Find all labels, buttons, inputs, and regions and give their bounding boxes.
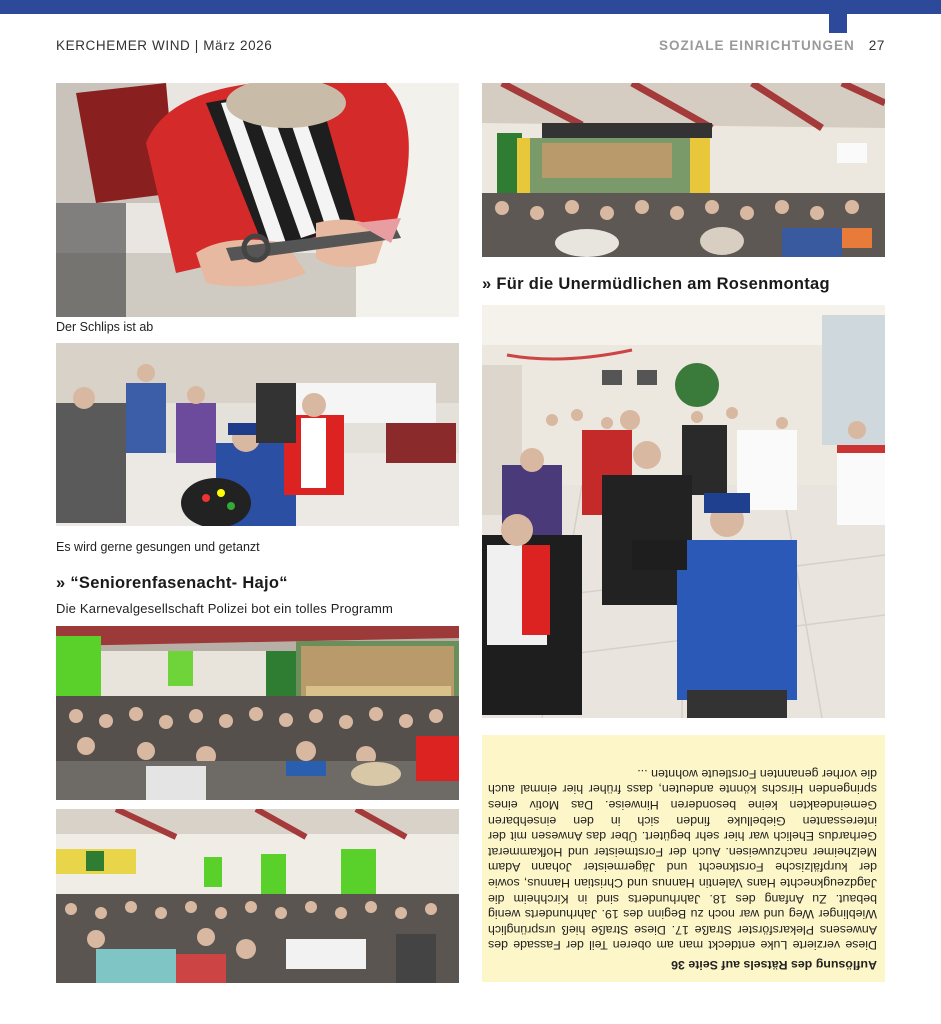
photo-stage-overview xyxy=(482,83,885,257)
puzzle-solution-title: Auflösung des Rätsels auf Seite 36 xyxy=(671,958,877,972)
top-brand-bar xyxy=(0,0,941,14)
caption-tie-photo: Der Schlips ist ab xyxy=(56,320,154,334)
photo-dancing xyxy=(56,343,459,526)
section-title: SOZIALE EINRICHTUNGEN xyxy=(659,38,855,53)
photo-tie-cutting xyxy=(56,83,459,317)
photo-rosenmontag-dancing xyxy=(482,305,885,718)
caption-dancing-photo: Es wird gerne gesungen und getanzt xyxy=(56,540,260,554)
page-number: 27 xyxy=(868,38,885,53)
puzzle-solution-box xyxy=(482,735,885,982)
seniors-subline: Die Karnevalgesellschaft Polizei bot ein tolles Programm xyxy=(56,601,394,616)
publication-title: KERCHEMER WIND | März 2026 xyxy=(56,38,273,53)
seniors-headline: » “Seniorenfasenacht- Hajo“ xyxy=(56,574,288,592)
rosenmontag-headline: » Für die Unermüdlichen am Rosenmontag xyxy=(482,275,830,293)
photo-hall-audience xyxy=(56,809,459,983)
photo-hall-stage xyxy=(56,626,459,800)
top-brand-tab xyxy=(829,14,847,33)
puzzle-solution-content xyxy=(482,735,885,982)
puzzle-solution-text: Diese verzierte Luke entdeckt man am oberen Teil der Fassade des Anwesens Plekarsförster Straße 17. Diese Straße hieß ursprünglich Wieblinger Weg und war noch zu Beginn des 19. Jahrhunderts wenig bebaut. Zu Anfang des 18. Jahrhunderts sind in Kirchheim die Jagdzeugknechte Hans Valentin Hannus und Christian Hannus, sowie der kurpfälzische Forstknecht und Jägermeister Johann Adam Melzheimer nachzuweisen. Auch der Forstmeister und Hofkammerat Gerhardus Ehelich war hier sehr begütert. Über das Anwesen mit der interessanten Giebelluke finden sich in den einsehbaren Gemeindeakten keine besonderen Hinweise. Das Motiv eines springenden Hirschs könnte andeuten, dass früher hier einmal auch die vorher genannten Forstleute wohnten ... xyxy=(488,766,877,953)
page-header-right xyxy=(659,38,885,53)
